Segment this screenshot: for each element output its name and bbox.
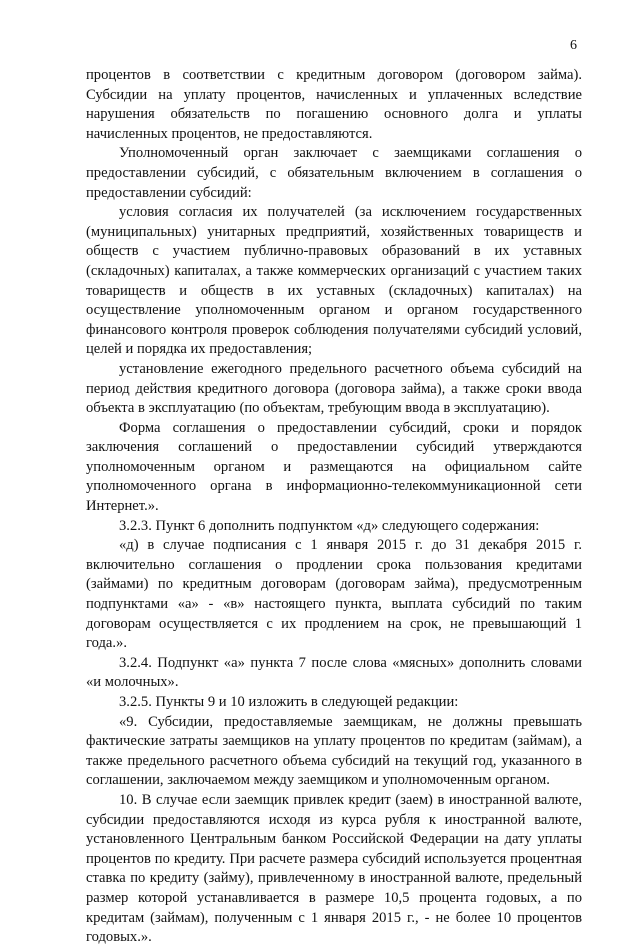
paragraph-agreement-intro: Уполномоченный орган заключает с заемщиками соглашения о предоставлении субсидий, с обязательным включением в соглашения о предоставлении субсидий:: [86, 145, 582, 201]
paragraph-consent-conditions: условия согласия их получателей (за исключением государственных (муниципальных) унитарных предприятий, хозяйственных товариществ и обществ с участием публично-правовых образований в их уставных (складочных) капиталах, а также коммерческих организаций с участием таких товариществ и обществ в их уставных (складочных) капиталах) на осуществление уполномоченным органом и органом государственного финансового контроля проверок соблюдения получателями субсидий условий, целей и порядка их предоставления;: [86, 204, 582, 358]
paragraph-3-2-5: 3.2.5. Пункты 9 и 10 изложить в следующей редакции:: [119, 694, 459, 710]
paragraph-3-2-4: 3.2.4. Подпункт «а» пункта 7 после слова «мясных» дополнить словами «и молочных».: [86, 654, 582, 691]
paragraph-subpoint-d: «д) в случае подписания с 1 января 2015 г. до 31 декабря 2015 г. включительно соглашения о продлении срока пользования кредитами (займами) по кредитным договорам (договорам займа), предусмотренным подпунктами «а» - «в» настоящего пункта, выплата субсидий по таким договорам осуществляется с их продлением на срок, не превышающий 1 года.».: [86, 537, 582, 652]
paragraph-point-9: «9. Субсидии, предоставляемые заемщикам, не должны превышать фактические затраты заемщиков на уплату процентов по кредитам (займам), а также предельного расчетного объема субсидий на текущий год, указанного в соглашении, заключаемом между заемщиком и уполномоченным органом.: [86, 713, 582, 789]
document-body: [86, 66, 582, 948]
paragraph-point-10: 10. В случае если заемщик привлек кредит (заем) в иностранной валюте, субсидии предоставляются исходя из курса рубля к иностранной валюте, установленного Центральным банком Российской Федерации на дату уплаты процентов по кредиту. При расчете размера субсидий используется процентная ставка по кредиту (займу), привлеченному в иностранной валюте, предельный размер которой устанавливается в размере 10,5 процента годовых, а по кредитам (займам), полученным с 1 января 2015 г., - не более 10 процентов годовых.».: [86, 791, 582, 946]
paragraph-annual-limit: установление ежегодного предельного расчетного объема субсидий на период действия кредитного договора (договора займа), а также сроки ввода объекта в эксплуатацию (по объектам, требующим ввода в эксплуатацию).: [86, 360, 582, 417]
paragraph-continuation: процентов в соответствии с кредитным договором (договором займа). Субсидии на уплату процентов, начисленных и уплаченных вследствие нарушения обязательств по погашению основного долга и уплаты начисленных процентов, не предоставляются.: [86, 67, 582, 142]
paragraph-agreement-form: Форма соглашения о предоставлении субсидий, сроки и порядок заключения соглашений о предоставлении субсидий утверждаются уполномоченным органом и размещаются на официальном сайте уполномоченного органа в информационно-телекоммуникационной сети Интернет.».: [86, 419, 582, 515]
paragraph-3-2-3: 3.2.3. Пункт 6 дополнить подпунктом «д» следующего содержания:: [119, 517, 540, 534]
page-number: 6: [570, 38, 577, 53]
